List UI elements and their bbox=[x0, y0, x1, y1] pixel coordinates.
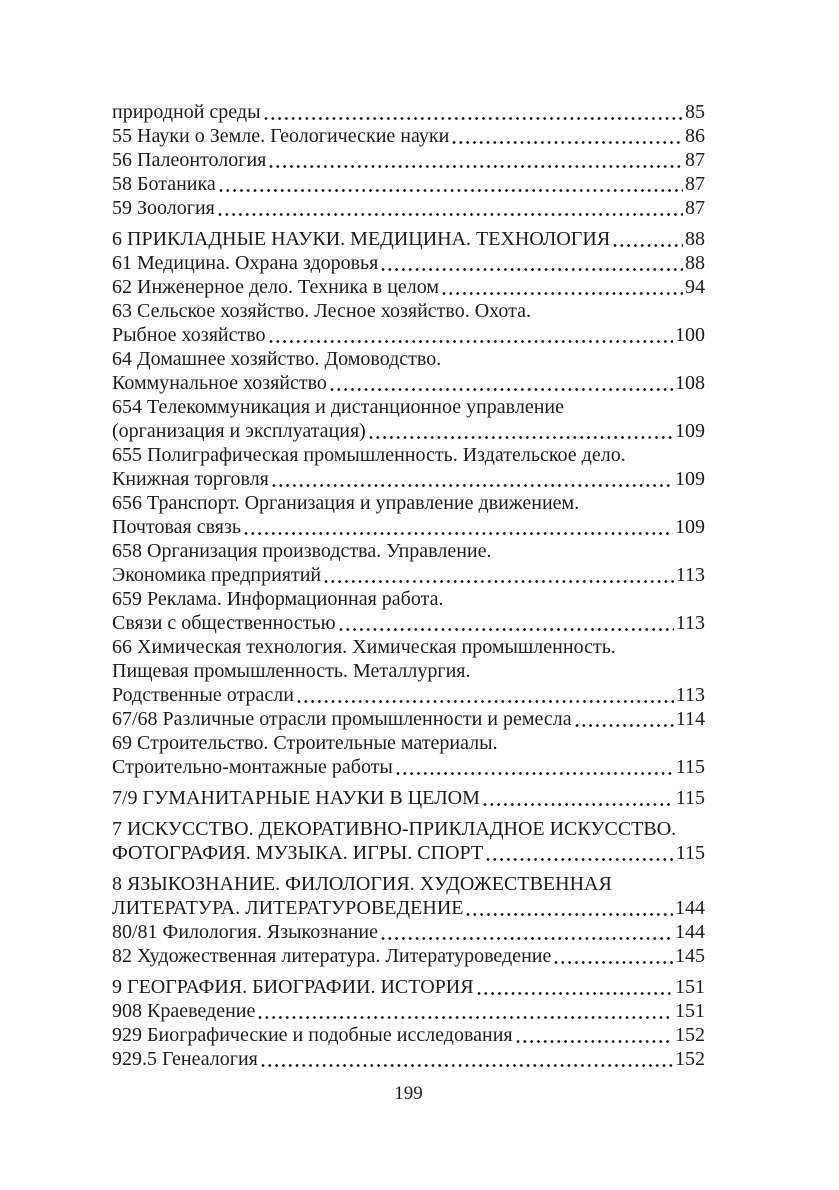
toc-entry bbox=[112, 148, 705, 172]
toc-entry-text: 7/9 ГУМАНИТАРНЫЕ НАУКИ В ЦЕЛОМ bbox=[112, 787, 480, 809]
toc-entry bbox=[112, 275, 705, 299]
dot-leader bbox=[244, 531, 673, 536]
toc-entry-text: 9 ГЕОГРАФИЯ. БИОГРАФИИ. ИСТОРИЯ bbox=[112, 976, 474, 998]
toc-page-number: 88 bbox=[685, 228, 705, 250]
toc-entry bbox=[112, 999, 705, 1023]
toc-line bbox=[112, 299, 705, 323]
toc-entry-text: 61 Медицина. Охрана здоровья bbox=[112, 252, 379, 274]
toc-list bbox=[112, 100, 705, 1071]
toc-line bbox=[112, 587, 705, 611]
toc-entry-text: Связи с общественностью bbox=[112, 612, 336, 634]
dot-leader bbox=[264, 116, 683, 121]
dot-leader bbox=[218, 212, 683, 217]
dot-leader bbox=[261, 1063, 673, 1068]
toc-page-number: 87 bbox=[685, 149, 705, 171]
toc-page-number: 145 bbox=[675, 945, 705, 967]
toc-line bbox=[112, 611, 705, 635]
toc-page-number: 109 bbox=[675, 468, 705, 490]
toc-page-number: 87 bbox=[685, 197, 705, 219]
toc-page-number: 108 bbox=[675, 372, 705, 394]
toc-entry-text: 66 Химическая технология. Химическая промышленность. bbox=[112, 636, 616, 658]
toc-entry-text: 62 Инженерное дело. Техника в целом bbox=[112, 276, 440, 298]
toc-entry-text: 655 Полиграфическая промышленность. Издательское дело. bbox=[112, 444, 626, 466]
dot-leader bbox=[381, 267, 683, 272]
toc-page-number: 113 bbox=[675, 564, 705, 586]
toc-page-number: 113 bbox=[675, 684, 705, 706]
toc-page-number: 151 bbox=[675, 1000, 705, 1022]
toc-entry-text: 8 ЯЗЫКОЗНАНИЕ. ФИЛОЛОГИЯ. ХУДОЖЕСТВЕННАЯ bbox=[112, 873, 612, 895]
toc-entry-text: 654 Телекоммуникация и дистанционное управление bbox=[112, 396, 564, 418]
toc-line bbox=[112, 707, 705, 731]
toc-page-number: 94 bbox=[685, 276, 705, 298]
toc-line bbox=[112, 683, 705, 707]
toc-line bbox=[112, 323, 705, 347]
toc-entry bbox=[112, 299, 705, 347]
toc-entry-text: природной среды bbox=[112, 101, 261, 123]
toc-entry bbox=[112, 975, 705, 999]
toc-page-number: 113 bbox=[675, 612, 705, 634]
toc-line bbox=[112, 786, 705, 810]
toc-line bbox=[112, 563, 705, 587]
toc-entry bbox=[112, 172, 705, 196]
toc-entry-text: 58 Ботаника bbox=[112, 173, 216, 195]
toc-page-number: 88 bbox=[685, 252, 705, 274]
dot-leader bbox=[324, 579, 674, 584]
dot-leader bbox=[483, 802, 674, 807]
toc-page-number: 85 bbox=[685, 101, 705, 123]
toc-entry-text: Родственные отрасли bbox=[112, 684, 294, 706]
toc-line bbox=[112, 1023, 705, 1047]
toc-line bbox=[112, 1047, 705, 1071]
toc-entry-text: Книжная торговля bbox=[112, 468, 269, 490]
toc-line bbox=[112, 100, 705, 124]
dot-leader bbox=[516, 1039, 673, 1044]
toc-entry-text: 659 Реклама. Информационная работа. bbox=[112, 588, 444, 610]
dot-leader bbox=[452, 140, 683, 145]
toc-line bbox=[112, 731, 705, 755]
toc-entry bbox=[112, 635, 705, 707]
toc-line bbox=[112, 872, 705, 896]
toc-page-number: 144 bbox=[675, 897, 705, 919]
toc-page-number: 87 bbox=[685, 173, 705, 195]
toc-line bbox=[112, 659, 705, 683]
toc-page-number: 109 bbox=[675, 516, 705, 538]
toc-entry-text: 656 Транспорт. Организация и управление движением. bbox=[112, 492, 580, 514]
dot-leader bbox=[554, 960, 673, 965]
toc-page-number: 109 bbox=[675, 420, 705, 442]
toc-page-number: 152 bbox=[675, 1048, 705, 1070]
toc-page-number: 144 bbox=[675, 921, 705, 943]
dot-leader bbox=[477, 991, 673, 996]
toc-page-number: 115 bbox=[675, 787, 705, 809]
toc-entry-text: 55 Науки о Земле. Геологические науки bbox=[112, 125, 450, 147]
toc-line bbox=[112, 275, 705, 299]
toc-entry-text: 56 Палеонтология bbox=[112, 149, 267, 171]
toc-entry bbox=[112, 539, 705, 587]
toc-line bbox=[112, 443, 705, 467]
toc-page-number: 151 bbox=[675, 976, 705, 998]
toc-line bbox=[112, 491, 705, 515]
toc-entry-text: 929 Биографические и подобные исследования bbox=[112, 1024, 513, 1046]
toc-entry bbox=[112, 196, 705, 220]
dot-leader bbox=[258, 1015, 673, 1020]
toc-entry bbox=[112, 872, 705, 920]
toc-line bbox=[112, 196, 705, 220]
toc-line bbox=[112, 999, 705, 1023]
toc-page-number: 152 bbox=[675, 1024, 705, 1046]
toc-line bbox=[112, 124, 705, 148]
toc-line bbox=[112, 371, 705, 395]
toc-line bbox=[112, 920, 705, 944]
toc-entry bbox=[112, 707, 705, 731]
toc-entry-text: ЛИТЕРАТУРА. ЛИТЕРАТУРОВЕДЕНИЕ bbox=[112, 897, 464, 919]
toc-entry-text: 59 Зоология bbox=[112, 197, 215, 219]
toc-line bbox=[112, 896, 705, 920]
dot-leader bbox=[219, 188, 683, 193]
toc-page-number: 114 bbox=[675, 708, 705, 730]
dot-leader bbox=[369, 435, 673, 440]
toc-entry-text: (организация и эксплуатация) bbox=[112, 420, 366, 442]
dot-leader bbox=[466, 912, 673, 917]
dot-leader bbox=[269, 339, 673, 344]
toc-entry-text: 69 Строительство. Строительные материалы. bbox=[112, 732, 498, 754]
dot-leader bbox=[269, 164, 683, 169]
toc-entry-text: 6 ПРИКЛАДНЫЕ НАУКИ. МЕДИЦИНА. ТЕХНОЛОГИЯ bbox=[112, 228, 611, 250]
dot-leader bbox=[442, 291, 683, 296]
dot-leader bbox=[381, 936, 673, 941]
toc-line bbox=[112, 755, 705, 779]
toc-line bbox=[112, 467, 705, 491]
dot-leader bbox=[613, 243, 683, 248]
toc-entry-text: Пищевая промышленность. Металлургия. bbox=[112, 660, 471, 682]
toc-line bbox=[112, 227, 705, 251]
toc-entry-text: 80/81 Филология. Языкознание bbox=[112, 921, 379, 943]
dot-leader bbox=[330, 387, 673, 392]
toc-entry-text: Почтовая связь bbox=[112, 516, 241, 538]
toc-entry bbox=[112, 100, 705, 124]
page-number-footer: 199 bbox=[394, 1083, 423, 1104]
toc-entry bbox=[112, 1047, 705, 1071]
toc-entry bbox=[112, 251, 705, 275]
toc-line bbox=[112, 539, 705, 563]
toc-page-number: 115 bbox=[675, 842, 705, 864]
toc-line bbox=[112, 944, 705, 968]
toc-line bbox=[112, 148, 705, 172]
dot-leader bbox=[339, 627, 674, 632]
toc-entry-text: Строительно-монтажные работы bbox=[112, 756, 393, 778]
toc-line bbox=[112, 841, 705, 865]
toc-entry bbox=[112, 347, 705, 395]
toc-line bbox=[112, 172, 705, 196]
dot-leader bbox=[486, 857, 674, 862]
toc-line bbox=[112, 515, 705, 539]
dot-leader bbox=[272, 483, 673, 488]
toc-line bbox=[112, 347, 705, 371]
toc-line bbox=[112, 251, 705, 275]
toc-entry-text: Коммунальное хозяйство bbox=[112, 372, 327, 394]
dot-leader bbox=[575, 723, 674, 728]
toc-page-number: 86 bbox=[685, 125, 705, 147]
toc-entry bbox=[112, 817, 705, 865]
toc-entry-text: Экономика предприятий bbox=[112, 564, 322, 586]
toc-entry bbox=[112, 491, 705, 539]
toc-entry-text: 64 Домашнее хозяйство. Домоводство. bbox=[112, 348, 442, 370]
toc-entry-text: 929.5 Генеалогия bbox=[112, 1048, 258, 1070]
toc-page-number: 115 bbox=[675, 756, 705, 778]
toc-line bbox=[112, 395, 705, 419]
toc-entry-text: 658 Организация производства. Управление. bbox=[112, 540, 492, 562]
toc-entry bbox=[112, 731, 705, 779]
toc-entry-text: 63 Сельское хозяйство. Лесное хозяйство. Охота. bbox=[112, 300, 531, 322]
toc-entry bbox=[112, 395, 705, 443]
toc-page-number: 100 bbox=[675, 324, 705, 346]
toc-line bbox=[112, 635, 705, 659]
dot-leader bbox=[396, 771, 674, 776]
dot-leader bbox=[297, 699, 674, 704]
toc-line bbox=[112, 975, 705, 999]
toc-entry bbox=[112, 786, 705, 810]
toc-entry bbox=[112, 227, 705, 251]
toc-entry-text: 82 Художественная литература. Литературоведение bbox=[112, 945, 552, 967]
toc-entry-text: 908 Краеведение bbox=[112, 1000, 256, 1022]
toc-line bbox=[112, 419, 705, 443]
toc-entry bbox=[112, 587, 705, 635]
toc-entry bbox=[112, 443, 705, 491]
toc-entry-text: ФОТОГРАФИЯ. МУЗЫКА. ИГРЫ. СПОРТ bbox=[112, 842, 484, 864]
toc-entry bbox=[112, 944, 705, 968]
toc-entry-text: 7 ИСКУССТВО. ДЕКОРАТИВНО-ПРИКЛАДНОЕ ИСКУССТВО. bbox=[112, 818, 677, 840]
toc-entry-text: 67/68 Различные отрасли промышленности и ремесла bbox=[112, 708, 572, 730]
toc-entry bbox=[112, 920, 705, 944]
toc-entry bbox=[112, 124, 705, 148]
toc-line bbox=[112, 817, 705, 841]
toc-entry-text: Рыбное хозяйство bbox=[112, 324, 266, 346]
toc-entry bbox=[112, 1023, 705, 1047]
